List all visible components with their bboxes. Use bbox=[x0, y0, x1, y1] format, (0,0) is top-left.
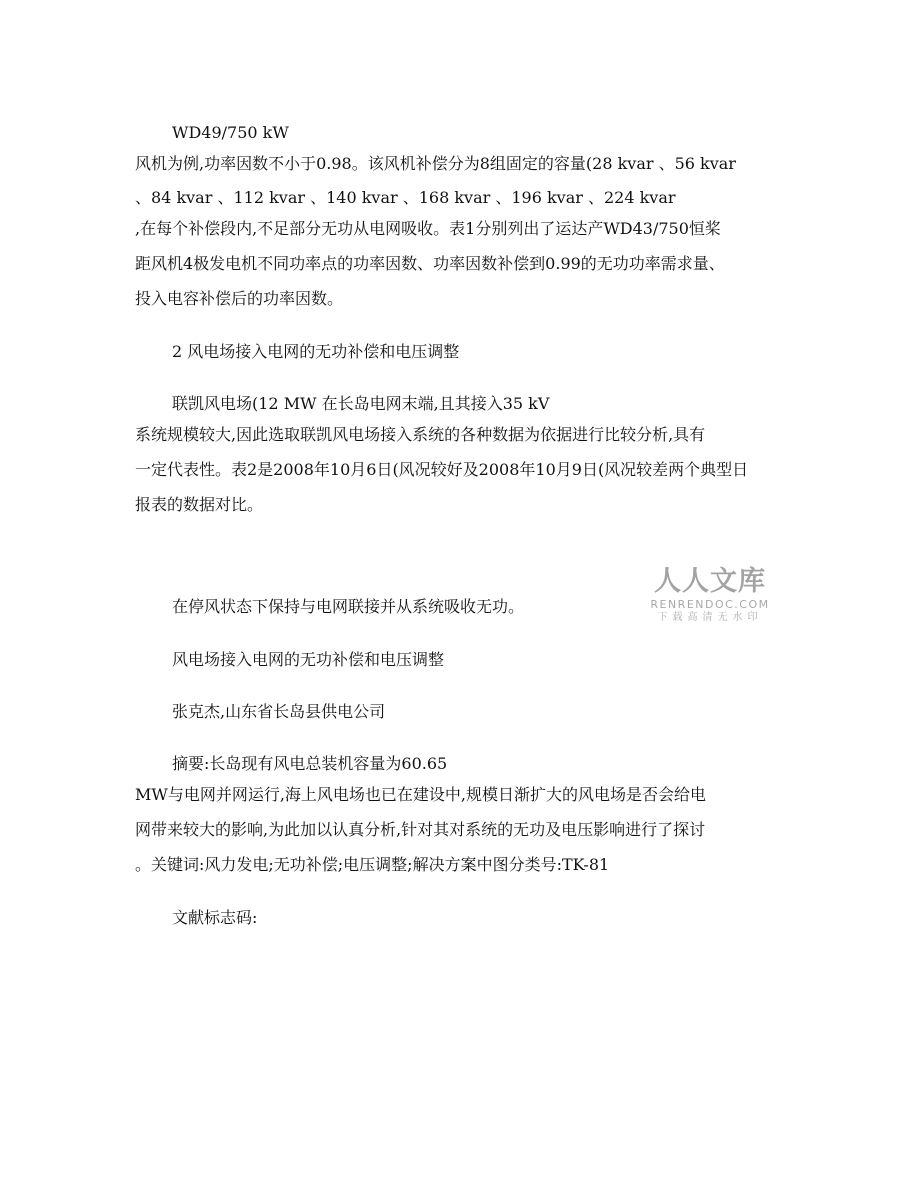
keywords-line: 。关键词:风力发电;无功补偿;电压调整;解决方案中图分类号:TK-81 bbox=[135, 855, 610, 874]
text-line-generator: 距风机4极发电机不同功率点的功率因数、功率因数补偿到0.99的无功功率需求量、 bbox=[135, 254, 725, 273]
text-line-representative: 一定代表性。表2是2008年10月6日(风况较好及2008年10月9日(风况较差两个典型日 bbox=[135, 460, 749, 479]
text-line-capacities: 、84 kvar 、112 kvar 、140 kvar 、168 kvar 、196 kvar 、224 kvar bbox=[135, 188, 676, 207]
watermark-domain: RENRENDOC.COM bbox=[650, 598, 770, 611]
text-line-model: WD49/750 kW bbox=[172, 123, 289, 142]
text-line-example: 风机为例,功率因数不小于0.98。该风机补偿分为8组固定的容量(28 kvar 、56 kvar bbox=[135, 154, 736, 173]
text-line-power-factor: 投入电容补偿后的功率因数。 bbox=[135, 289, 344, 308]
abstract-line-1: 摘要:长岛现有风电总装机容量为60.65 bbox=[172, 754, 448, 773]
text-line-report: 报表的数据对比。 bbox=[135, 495, 264, 514]
text-line-wind-farm: 联凯风电场(12 MW 在长岛电网末端,且其接入35 kV bbox=[172, 394, 550, 413]
text-line-compensation: ,在每个补偿段内,不足部分无功从电网吸收。表1分别列出了运达产WD43/750恒桨 bbox=[135, 219, 721, 238]
article-author: 张克杰,山东省长岛县供电公司 bbox=[172, 702, 386, 721]
document-code-label: 文献标志码: bbox=[172, 908, 258, 927]
text-line-system-scale: 系统规模较大,因此选取联凯风电场接入系统的各种数据为依据进行比较分析,具有 bbox=[135, 425, 706, 444]
watermark-logo bbox=[647, 566, 773, 624]
section-heading: 2 风电场接入电网的无功补偿和电压调整 bbox=[172, 342, 460, 361]
watermark-subtitle: 下载高清无水印 bbox=[657, 612, 763, 623]
abstract-line-2: MW与电网并网运行,海上风电场也已在建设中,规模日渐扩大的风电场是否会给电 bbox=[135, 785, 707, 804]
watermark-title: 人人文库 bbox=[654, 566, 766, 597]
abstract-line-3: 网带来较大的影响,为此加以认真分析,针对其对系统的无功及电压影响进行了探讨 bbox=[135, 820, 706, 839]
text-line-stop-wind: 在停风状态下保持与电网联接并从系统吸收无功。 bbox=[172, 597, 525, 616]
article-title: 风电场接入电网的无功补偿和电压调整 bbox=[172, 650, 445, 669]
